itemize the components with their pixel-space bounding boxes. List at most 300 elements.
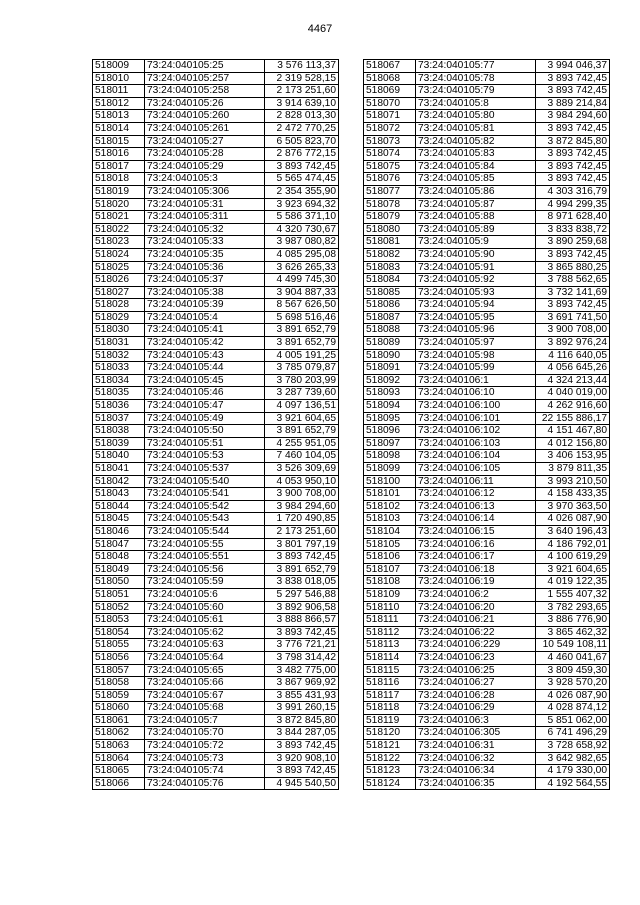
cadastral-number-cell: 73:24:040105:66 (145, 677, 265, 690)
record-number-cell: 518038 (93, 425, 145, 438)
record-number-cell: 518064 (93, 752, 145, 765)
cadastral-value-cell: 4 116 640,05 (536, 349, 610, 362)
cadastral-value-cell: 3 406 153,95 (536, 450, 610, 463)
record-number-cell: 518063 (93, 740, 145, 753)
cadastral-number-cell: 73:24:040105:35 (145, 248, 265, 261)
record-number-cell: 518014 (93, 122, 145, 135)
table-row (93, 261, 339, 274)
cadastral-number-cell: 73:24:040106:13 (416, 500, 536, 513)
record-number-cell: 518077 (364, 185, 416, 198)
table-row (93, 488, 339, 501)
table-row (93, 463, 339, 476)
record-number-cell: 518121 (364, 740, 416, 753)
record-number-cell: 518087 (364, 311, 416, 324)
cadastral-value-cell: 4 303 316,79 (536, 185, 610, 198)
record-number-cell: 518020 (93, 198, 145, 211)
record-number-cell: 518017 (93, 160, 145, 173)
table-row (364, 714, 610, 727)
cadastral-number-cell: 73:24:040105:540 (145, 475, 265, 488)
table-row (364, 135, 610, 148)
cadastral-number-cell: 73:24:040106:12 (416, 488, 536, 501)
record-number-cell: 518034 (93, 374, 145, 387)
record-number-cell: 518081 (364, 236, 416, 249)
cadastral-number-cell: 73:24:040105:43 (145, 349, 265, 362)
table-row (93, 437, 339, 450)
record-number-cell: 518079 (364, 211, 416, 224)
cadastral-number-cell: 73:24:040106:32 (416, 752, 536, 765)
cadastral-number-cell: 73:24:040106:35 (416, 777, 536, 790)
table-row (93, 97, 339, 110)
cadastral-value-cell: 4 945 540,50 (265, 777, 339, 790)
table-row (93, 122, 339, 135)
record-number-cell: 518104 (364, 525, 416, 538)
cadastral-value-cell: 4 499 745,30 (265, 274, 339, 287)
cadastral-value-cell: 3 892 906,58 (265, 601, 339, 614)
record-number-cell: 518057 (93, 664, 145, 677)
table-row (93, 601, 339, 614)
cadastral-value-cell: 3 891 652,79 (265, 425, 339, 438)
cadastral-value-cell: 4 158 433,35 (536, 488, 610, 501)
cadastral-number-cell: 73:24:040105:98 (416, 349, 536, 362)
cadastral-value-cell: 3 801 797,19 (265, 538, 339, 551)
cadastral-value-cell: 3 879 811,35 (536, 463, 610, 476)
cadastral-number-cell: 73:24:040106:29 (416, 702, 536, 715)
table-row (93, 160, 339, 173)
table-row (93, 714, 339, 727)
cadastral-value-cell: 5 698 516,46 (265, 311, 339, 324)
record-number-cell: 518096 (364, 425, 416, 438)
table-row (364, 525, 610, 538)
table-row (93, 349, 339, 362)
cadastral-number-cell: 73:24:040105:78 (416, 72, 536, 85)
record-number-cell: 518088 (364, 324, 416, 337)
record-number-cell: 518075 (364, 160, 416, 173)
record-number-cell: 518022 (93, 223, 145, 236)
table-row (364, 450, 610, 463)
cadastral-number-cell: 73:24:040105:4 (145, 311, 265, 324)
record-number-cell: 518122 (364, 752, 416, 765)
record-number-cell: 518111 (364, 614, 416, 627)
cadastral-value-cell: 6 741 496,29 (536, 727, 610, 740)
cadastral-number-cell: 73:24:040105:49 (145, 412, 265, 425)
record-number-cell: 518029 (93, 311, 145, 324)
record-number-cell: 518026 (93, 274, 145, 287)
table-row (364, 110, 610, 123)
cadastral-number-cell: 73:24:040105:544 (145, 525, 265, 538)
record-number-cell: 518039 (93, 437, 145, 450)
cadastral-value-cell: 3 788 562,65 (536, 274, 610, 287)
cadastral-value-cell: 4 179 330,00 (536, 765, 610, 778)
record-number-cell: 518082 (364, 248, 416, 261)
cadastral-number-cell: 73:24:040106:17 (416, 551, 536, 564)
cadastral-value-cell: 7 460 104,05 (265, 450, 339, 463)
cadastral-value-cell: 22 155 886,17 (536, 412, 610, 425)
table-row (93, 110, 339, 123)
record-number-cell: 518021 (93, 211, 145, 224)
table-row (93, 400, 339, 413)
table-row (364, 72, 610, 85)
cadastral-value-cell: 3 914 639,10 (265, 97, 339, 110)
cadastral-number-cell: 73:24:040106:2 (416, 588, 536, 601)
cadastral-value-cell: 3 809 459,30 (536, 664, 610, 677)
cadastral-number-cell: 73:24:040105:61 (145, 614, 265, 627)
table-row (364, 463, 610, 476)
cadastral-value-cell: 3 780 203,99 (265, 374, 339, 387)
cadastral-number-cell: 73:24:040105:93 (416, 286, 536, 299)
table-row (364, 122, 610, 135)
record-number-cell: 518033 (93, 362, 145, 375)
record-number-cell: 518098 (364, 450, 416, 463)
cadastral-number-cell: 73:24:040105:41 (145, 324, 265, 337)
table-row (93, 626, 339, 639)
cadastral-value-cell: 4 019 122,35 (536, 576, 610, 589)
table-row (364, 500, 610, 513)
cadastral-number-cell: 73:24:040106:14 (416, 513, 536, 526)
cadastral-number-cell: 73:24:040105:65 (145, 664, 265, 677)
cadastral-number-cell: 73:24:040105:90 (416, 248, 536, 261)
cadastral-value-cell: 1 720 490,85 (265, 513, 339, 526)
record-number-cell: 518071 (364, 110, 416, 123)
registry-table-right (363, 59, 610, 790)
cadastral-value-cell: 3 892 976,24 (536, 337, 610, 350)
cadastral-value-cell: 4 262 916,60 (536, 400, 610, 413)
record-number-cell: 518041 (93, 463, 145, 476)
table-row (364, 185, 610, 198)
record-number-cell: 518090 (364, 349, 416, 362)
record-number-cell: 518032 (93, 349, 145, 362)
record-number-cell: 518043 (93, 488, 145, 501)
cadastral-value-cell: 3 893 742,45 (536, 160, 610, 173)
cadastral-number-cell: 73:24:040105:87 (416, 198, 536, 211)
cadastral-number-cell: 73:24:040105:33 (145, 236, 265, 249)
table-row (364, 223, 610, 236)
cadastral-number-cell: 73:24:040105:47 (145, 400, 265, 413)
cadastral-number-cell: 73:24:040106:105 (416, 463, 536, 476)
cadastral-value-cell: 3 920 908,10 (265, 752, 339, 765)
cadastral-number-cell: 73:24:040105:261 (145, 122, 265, 135)
cadastral-value-cell: 3 991 260,15 (265, 702, 339, 715)
cadastral-number-cell: 73:24:040105:76 (145, 777, 265, 790)
record-number-cell: 518048 (93, 551, 145, 564)
cadastral-number-cell: 73:24:040106:1 (416, 374, 536, 387)
table-row (364, 727, 610, 740)
cadastral-value-cell: 3 893 742,45 (265, 160, 339, 173)
cadastral-value-cell: 3 798 314,42 (265, 651, 339, 664)
cadastral-number-cell: 73:24:040105:311 (145, 211, 265, 224)
cadastral-value-cell: 2 472 770,25 (265, 122, 339, 135)
table-row (364, 601, 610, 614)
record-number-cell: 518047 (93, 538, 145, 551)
cadastral-value-cell: 4 097 136,51 (265, 400, 339, 413)
table-row (93, 311, 339, 324)
cadastral-value-cell: 4 026 087,90 (536, 513, 610, 526)
cadastral-value-cell: 2 354 355,90 (265, 185, 339, 198)
cadastral-number-cell: 73:24:040106:103 (416, 437, 536, 450)
cadastral-value-cell: 2 319 528,15 (265, 72, 339, 85)
cadastral-value-cell: 3 893 742,45 (265, 740, 339, 753)
cadastral-value-cell: 4 151 467,80 (536, 425, 610, 438)
cadastral-value-cell: 5 565 474,45 (265, 173, 339, 186)
cadastral-number-cell: 73:24:040106:23 (416, 651, 536, 664)
table-row (364, 626, 610, 639)
cadastral-number-cell: 73:24:040105:306 (145, 185, 265, 198)
table-row (364, 173, 610, 186)
record-number-cell: 518062 (93, 727, 145, 740)
record-number-cell: 518074 (364, 148, 416, 161)
cadastral-value-cell: 4 028 874,12 (536, 702, 610, 715)
cadastral-number-cell: 73:24:040105:6 (145, 588, 265, 601)
cadastral-value-cell: 4 320 730,67 (265, 223, 339, 236)
record-number-cell: 518058 (93, 677, 145, 690)
cadastral-number-cell: 73:24:040105:68 (145, 702, 265, 715)
cadastral-value-cell: 3 993 210,50 (536, 475, 610, 488)
cadastral-value-cell: 4 040 019,00 (536, 387, 610, 400)
record-number-cell: 518066 (93, 777, 145, 790)
table-row (364, 563, 610, 576)
table-row (364, 286, 610, 299)
cadastral-number-cell: 73:24:040106:20 (416, 601, 536, 614)
cadastral-value-cell: 3 904 887,33 (265, 286, 339, 299)
record-number-cell: 518051 (93, 588, 145, 601)
table-row (93, 324, 339, 337)
table-row (364, 148, 610, 161)
record-number-cell: 518042 (93, 475, 145, 488)
cadastral-value-cell: 4 053 950,10 (265, 475, 339, 488)
table-row (93, 135, 339, 148)
table-row (364, 324, 610, 337)
cadastral-value-cell: 4 186 792,01 (536, 538, 610, 551)
table-row (93, 765, 339, 778)
record-number-cell: 518010 (93, 72, 145, 85)
cadastral-number-cell: 73:24:040105:73 (145, 752, 265, 765)
cadastral-value-cell: 3 872 845,80 (536, 135, 610, 148)
record-number-cell: 518112 (364, 626, 416, 639)
cadastral-number-cell: 73:24:040105:82 (416, 135, 536, 148)
cadastral-number-cell: 73:24:040105:64 (145, 651, 265, 664)
record-number-cell: 518067 (364, 60, 416, 73)
cadastral-number-cell: 73:24:040105:62 (145, 626, 265, 639)
table-row (93, 211, 339, 224)
table-row (93, 450, 339, 463)
table-row (364, 60, 610, 73)
cadastral-value-cell: 3 626 265,33 (265, 261, 339, 274)
record-number-cell: 518078 (364, 198, 416, 211)
cadastral-value-cell: 3 893 742,45 (536, 72, 610, 85)
table-row (364, 311, 610, 324)
cadastral-number-cell: 73:24:040105:99 (416, 362, 536, 375)
cadastral-value-cell: 3 785 079,87 (265, 362, 339, 375)
record-number-cell: 518055 (93, 639, 145, 652)
record-number-cell: 518016 (93, 148, 145, 161)
cadastral-value-cell: 4 100 619,29 (536, 551, 610, 564)
cadastral-number-cell: 73:24:040105:37 (145, 274, 265, 287)
cadastral-number-cell: 73:24:040106:27 (416, 677, 536, 690)
cadastral-number-cell: 73:24:040105:42 (145, 337, 265, 350)
cadastral-value-cell: 3 886 776,90 (536, 614, 610, 627)
cadastral-value-cell: 3 844 287,05 (265, 727, 339, 740)
cadastral-number-cell: 73:24:040106:10 (416, 387, 536, 400)
cadastral-value-cell: 2 173 251,60 (265, 85, 339, 98)
table-row (93, 525, 339, 538)
table-row (364, 198, 610, 211)
cadastral-value-cell: 2 173 251,60 (265, 525, 339, 538)
cadastral-value-cell: 3 855 431,93 (265, 689, 339, 702)
record-number-cell: 518061 (93, 714, 145, 727)
record-number-cell: 518059 (93, 689, 145, 702)
cadastral-value-cell: 10 549 108,11 (536, 639, 610, 652)
table-row (364, 677, 610, 690)
table-row (364, 588, 610, 601)
cadastral-number-cell: 73:24:040105:70 (145, 727, 265, 740)
table-row (364, 513, 610, 526)
cadastral-value-cell: 3 732 141,69 (536, 286, 610, 299)
table-row (364, 425, 610, 438)
record-number-cell: 518117 (364, 689, 416, 702)
cadastral-number-cell: 73:24:040105:27 (145, 135, 265, 148)
cadastral-value-cell: 4 324 213,44 (536, 374, 610, 387)
cadastral-number-cell: 73:24:040106:16 (416, 538, 536, 551)
record-number-cell: 518118 (364, 702, 416, 715)
record-number-cell: 518091 (364, 362, 416, 375)
cadastral-value-cell: 1 555 407,32 (536, 588, 610, 601)
table-row (93, 500, 339, 513)
cadastral-value-cell: 3 287 739,60 (265, 387, 339, 400)
record-number-cell: 518023 (93, 236, 145, 249)
record-number-cell: 518025 (93, 261, 145, 274)
cadastral-value-cell: 2 876 772,15 (265, 148, 339, 161)
cadastral-value-cell: 3 893 742,45 (536, 248, 610, 261)
cadastral-value-cell: 5 586 371,10 (265, 211, 339, 224)
record-number-cell: 518092 (364, 374, 416, 387)
record-number-cell: 518046 (93, 525, 145, 538)
cadastral-number-cell: 73:24:040106:19 (416, 576, 536, 589)
table-row (364, 299, 610, 312)
record-number-cell: 518011 (93, 85, 145, 98)
record-number-cell: 518116 (364, 677, 416, 690)
cadastral-number-cell: 73:24:040105:50 (145, 425, 265, 438)
cadastral-value-cell: 3 642 982,65 (536, 752, 610, 765)
cadastral-number-cell: 73:24:040105:60 (145, 601, 265, 614)
cadastral-value-cell: 3 994 046,37 (536, 60, 610, 73)
table-row (364, 97, 610, 110)
cadastral-number-cell: 73:24:040105:94 (416, 299, 536, 312)
cadastral-number-cell: 73:24:040105:74 (145, 765, 265, 778)
record-number-cell: 518045 (93, 513, 145, 526)
record-number-cell: 518037 (93, 412, 145, 425)
cadastral-value-cell: 3 891 652,79 (265, 337, 339, 350)
cadastral-value-cell: 3 984 294,60 (536, 110, 610, 123)
page-number: 4467 (307, 23, 333, 35)
table-row (93, 72, 339, 85)
table-row (364, 261, 610, 274)
record-number-cell: 518107 (364, 563, 416, 576)
cadastral-number-cell: 73:24:040105:63 (145, 639, 265, 652)
record-number-cell: 518036 (93, 400, 145, 413)
record-number-cell: 518068 (364, 72, 416, 85)
cadastral-number-cell: 73:24:040105:55 (145, 538, 265, 551)
cadastral-value-cell: 4 192 564,55 (536, 777, 610, 790)
cadastral-number-cell: 73:24:040105:77 (416, 60, 536, 73)
cadastral-value-cell: 3 893 742,45 (536, 173, 610, 186)
cadastral-number-cell: 73:24:040106:101 (416, 412, 536, 425)
cadastral-value-cell: 3 928 570,20 (536, 677, 610, 690)
table-row (364, 551, 610, 564)
cadastral-number-cell: 73:24:040106:11 (416, 475, 536, 488)
table-row (93, 85, 339, 98)
cadastral-number-cell: 73:24:040105:88 (416, 211, 536, 224)
record-number-cell: 518080 (364, 223, 416, 236)
table-row (93, 223, 339, 236)
cadastral-number-cell: 73:24:040105:85 (416, 173, 536, 186)
record-number-cell: 518103 (364, 513, 416, 526)
table-row (364, 437, 610, 450)
cadastral-value-cell: 3 893 742,45 (265, 626, 339, 639)
table-row (93, 752, 339, 765)
record-number-cell: 518035 (93, 387, 145, 400)
table-row (364, 362, 610, 375)
table-row (93, 664, 339, 677)
cadastral-number-cell: 73:24:040105:28 (145, 148, 265, 161)
cadastral-value-cell: 3 891 652,79 (265, 324, 339, 337)
cadastral-number-cell: 73:24:040105:541 (145, 488, 265, 501)
record-number-cell: 518089 (364, 337, 416, 350)
record-number-cell: 518105 (364, 538, 416, 551)
table-row (93, 412, 339, 425)
record-number-cell: 518012 (93, 97, 145, 110)
cadastral-value-cell: 4 255 951,05 (265, 437, 339, 450)
cadastral-number-cell: 73:24:040105:91 (416, 261, 536, 274)
cadastral-value-cell: 3 728 658,92 (536, 740, 610, 753)
table-row (364, 211, 610, 224)
cadastral-number-cell: 73:24:040105:95 (416, 311, 536, 324)
table-row (364, 651, 610, 664)
cadastral-number-cell: 73:24:040105:8 (416, 97, 536, 110)
table-row (93, 286, 339, 299)
cadastral-value-cell: 3 893 742,45 (536, 122, 610, 135)
table-row (364, 374, 610, 387)
record-number-cell: 518030 (93, 324, 145, 337)
cadastral-value-cell: 2 828 013,30 (265, 110, 339, 123)
cadastral-value-cell: 3 893 742,45 (536, 85, 610, 98)
record-number-cell: 518119 (364, 714, 416, 727)
cadastral-number-cell: 73:24:040106:22 (416, 626, 536, 639)
table-row (93, 387, 339, 400)
cadastral-number-cell: 73:24:040105:257 (145, 72, 265, 85)
cadastral-number-cell: 73:24:040105:96 (416, 324, 536, 337)
record-number-cell: 518069 (364, 85, 416, 98)
cadastral-number-cell: 73:24:040106:100 (416, 400, 536, 413)
cadastral-number-cell: 73:24:040105:36 (145, 261, 265, 274)
cadastral-number-cell: 73:24:040106:31 (416, 740, 536, 753)
record-number-cell: 518009 (93, 60, 145, 73)
cadastral-value-cell: 3 526 309,69 (265, 463, 339, 476)
table-row (364, 538, 610, 551)
table-row (93, 374, 339, 387)
table-row (93, 248, 339, 261)
registry-table-left (92, 59, 339, 790)
cadastral-number-cell: 73:24:040106:25 (416, 664, 536, 677)
cadastral-number-cell: 73:24:040105:26 (145, 97, 265, 110)
cadastral-number-cell: 73:24:040105:84 (416, 160, 536, 173)
cadastral-number-cell: 73:24:040105:83 (416, 148, 536, 161)
cadastral-value-cell: 8 971 628,40 (536, 211, 610, 224)
cadastral-number-cell: 73:24:040106:34 (416, 765, 536, 778)
table-row (364, 475, 610, 488)
cadastral-number-cell: 73:24:040105:9 (416, 236, 536, 249)
table-row (93, 425, 339, 438)
record-number-cell: 518100 (364, 475, 416, 488)
cadastral-value-cell: 4 005 191,25 (265, 349, 339, 362)
